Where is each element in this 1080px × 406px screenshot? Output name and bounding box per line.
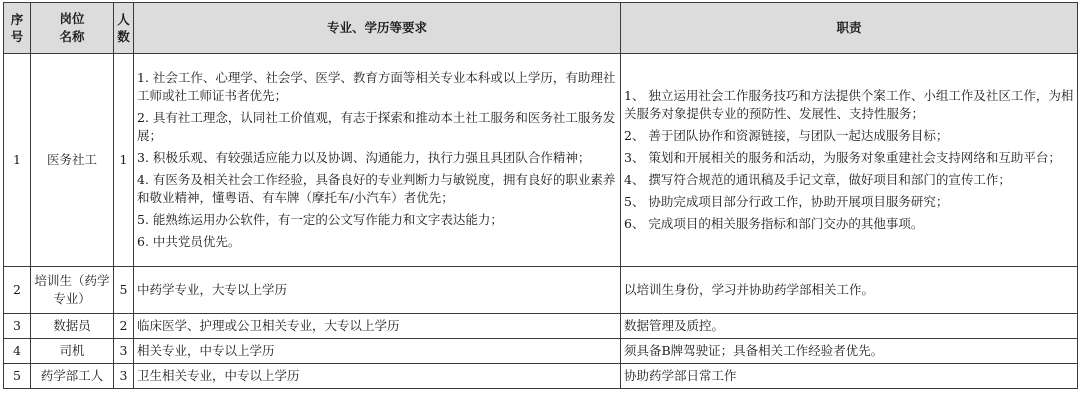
duty-item: 5、 协助完成项目部分行政工作，协助开展项目服务研究； [624, 194, 949, 209]
cell-count: 5 [114, 267, 134, 314]
table-row [4, 267, 1078, 314]
cell-post: 司机 [31, 339, 114, 364]
duty-item: 1、 独立运用社会工作服务技巧和方法提供个案工作、小组工作及社区工作，为相关服务对象提供专业的预防性、发展性、支持性服务； [624, 88, 1074, 121]
cell-no: 1 [4, 54, 31, 267]
table-row [4, 54, 1078, 267]
requirement-item: 1. 社会工作、心理学、社会学、医学、教育方面等相关专业本科或以上学历，有助理社工师或社工师证书者优先； [137, 70, 616, 103]
cell-count: 1 [114, 54, 134, 267]
duty-item: 6、 完成项目的相关服务指标和部门交办的其他事项。 [624, 216, 924, 231]
cell-post: 药学部工人 [31, 364, 114, 389]
cell-requirements: 卫生相关专业，中专以上学历 [134, 364, 621, 389]
header-row [4, 3, 1078, 54]
table-row [4, 314, 1078, 339]
duty-item: 2、 善于团队协作和资源链接，与团队一起达成服务目标； [624, 128, 949, 143]
table-row [4, 339, 1078, 364]
header-post: 岗位 名称 [31, 3, 114, 54]
cell-duties: 数据管理及质控。 [621, 314, 1078, 339]
cell-no: 5 [4, 364, 31, 389]
duty-item: 3、 策划和开展相关的服务和活动，为服务对象重建社会支持网络和互助平台； [624, 150, 1061, 165]
cell-duties: 协助药学部日常工作 [621, 364, 1078, 389]
cell-post: 医务社工 [31, 54, 114, 267]
cell-count: 2 [114, 314, 134, 339]
cell-requirements [134, 54, 621, 267]
header-count: 人 数 [114, 3, 134, 54]
cell-requirements: 中药学专业，大专以上学历 [134, 267, 621, 314]
requirement-item: 2. 具有社工理念，认同社工价值观，有志于探索和推动本土社工服务和医务社工服务发展； [137, 110, 616, 143]
requirement-item: 6. 中共党员优先。 [137, 234, 241, 249]
requirement-item: 3. 积极乐观、有较强适应能力以及协调、沟通能力，执行力强且具团队合作精神； [137, 150, 591, 165]
cell-no: 4 [4, 339, 31, 364]
cell-duties: 须具备B牌驾驶证；具备相关工作经验者优先。 [621, 339, 1078, 364]
cell-no: 3 [4, 314, 31, 339]
cell-duties [621, 54, 1078, 267]
header-duties: 职责 [621, 3, 1078, 54]
cell-post: 培训生（药学专业） [31, 267, 114, 314]
cell-count: 3 [114, 364, 134, 389]
cell-count: 3 [114, 339, 134, 364]
cell-requirements: 临床医学、护理或公卫相关专业，大专以上学历 [134, 314, 621, 339]
table-row [4, 364, 1078, 389]
cell-post: 数据员 [31, 314, 114, 339]
header-requirements: 专业、学历等要求 [134, 3, 621, 54]
cell-duties: 以培训生身份，学习并协助药学部相关工作。 [621, 267, 1078, 314]
recruitment-table [3, 2, 1078, 389]
cell-no: 2 [4, 267, 31, 314]
cell-requirements: 相关专业，中专以上学历 [134, 339, 621, 364]
header-no: 序 号 [4, 3, 31, 54]
duty-item: 4、 撰写符合规范的通讯稿及手记文章，做好项目和部门的宣传工作； [624, 172, 1011, 187]
requirement-item: 5. 能熟练运用办公软件，有一定的公文写作能力和文字表达能力； [137, 212, 503, 227]
requirement-item: 4. 有医务及相关社会工作经验，具备良好的专业判断力与敏锐度，拥有良好的职业素养和敬业精神，懂粤语、有车牌（摩托车/小汽车）者优先； [137, 172, 616, 205]
